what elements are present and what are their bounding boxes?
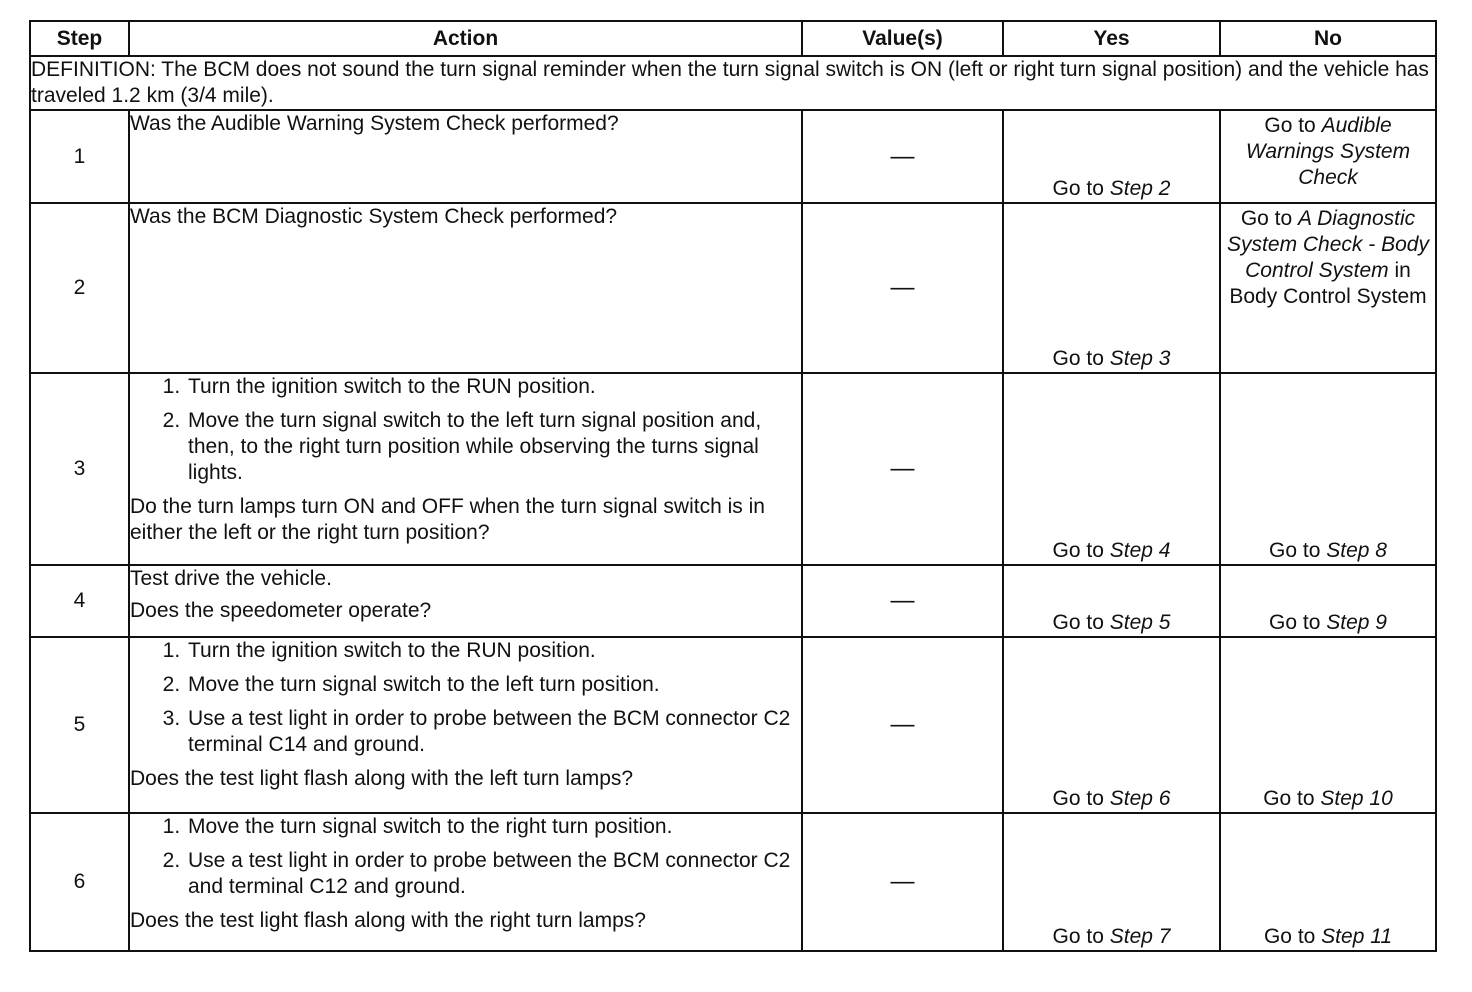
action-intro: Test drive the vehicle. <box>130 567 332 590</box>
value-cell: — <box>802 565 1003 637</box>
yes-link[interactable]: Step 7 <box>1109 925 1171 948</box>
no-link[interactable]: Audible Warnings System Check <box>1245 114 1411 189</box>
value-cell: — <box>802 373 1003 565</box>
yes-prefix: Go to <box>1052 611 1110 634</box>
diagnostic-table <box>29 20 1437 952</box>
no-cell <box>1220 203 1436 373</box>
table-row <box>30 203 1436 373</box>
no-prefix: Go to <box>1263 925 1322 948</box>
no-link[interactable]: Step 9 <box>1326 611 1387 634</box>
header-values: Value(s) <box>802 21 1003 56</box>
yes-cell <box>1003 110 1220 203</box>
header-yes: Yes <box>1003 21 1220 56</box>
step-number: 5 <box>30 637 129 813</box>
yes-link[interactable]: Step 5 <box>1109 611 1171 634</box>
action-cell <box>129 813 802 951</box>
action-cell <box>129 373 802 565</box>
yes-prefix: Go to <box>1052 177 1110 200</box>
yes-prefix: Go to <box>1052 347 1110 370</box>
no-link[interactable]: A Diagnostic System Check - Body Control System <box>1227 207 1429 282</box>
yes-link[interactable]: Step 3 <box>1109 347 1171 370</box>
action-steps <box>130 814 801 900</box>
action-steps <box>130 638 801 758</box>
action-step: 2. Move the turn signal switch to the left turn position. <box>186 672 801 698</box>
no-prefix: Go to <box>1263 787 1321 810</box>
yes-cell <box>1003 373 1220 565</box>
action-question: Does the test light flash along with the right turn lamps? <box>130 909 646 932</box>
table-row <box>30 373 1436 565</box>
yes-link[interactable]: Step 4 <box>1109 539 1171 562</box>
yes-prefix: Go to <box>1052 539 1110 562</box>
no-prefix: Go to <box>1264 114 1322 137</box>
no-prefix: Go to <box>1240 207 1299 230</box>
action-question: Do the turn lamps turn ON and OFF when the turn signal switch is in either the left or the right turn position? <box>130 495 765 544</box>
action-question: Does the speedometer operate? <box>130 599 432 622</box>
definition-row <box>30 56 1436 110</box>
no-suffix: in Body Control System <box>1229 259 1427 308</box>
header-no: No <box>1220 21 1436 56</box>
action-step: 1. Turn the ignition switch to the RUN position. <box>186 374 801 400</box>
step-number: 1 <box>30 110 129 203</box>
definition-text: DEFINITION: The BCM does not sound the turn signal reminder when the turn signal switch is ON (left or right turn signal position) and the vehicle has traveled 1.2 km (3/4 mile). <box>30 56 1436 110</box>
yes-cell <box>1003 637 1220 813</box>
no-cell <box>1220 813 1436 951</box>
action-question: Was the Audible Warning System Check performed? <box>130 112 619 135</box>
table-row <box>30 637 1436 813</box>
table-row <box>30 813 1436 951</box>
step-number: 2 <box>30 203 129 373</box>
action-cell <box>129 203 802 373</box>
table-row <box>30 110 1436 203</box>
action-step: 3. Use a test light in order to probe between the BCM connector C2 terminal C14 and ground. <box>186 706 801 758</box>
value-cell: — <box>802 203 1003 373</box>
no-cell <box>1220 565 1436 637</box>
action-step: 1. Move the turn signal switch to the right turn position. <box>186 814 801 840</box>
no-prefix: Go to <box>1269 539 1327 562</box>
action-step: 1. Turn the ignition switch to the RUN position. <box>186 638 801 664</box>
yes-cell <box>1003 203 1220 373</box>
action-cell <box>129 565 802 637</box>
value-cell: — <box>802 637 1003 813</box>
header-row <box>30 21 1436 56</box>
action-steps <box>130 374 801 486</box>
yes-cell <box>1003 565 1220 637</box>
yes-link[interactable]: Step 6 <box>1109 787 1171 810</box>
step-number: 3 <box>30 373 129 565</box>
no-link[interactable]: Step 11 <box>1321 925 1393 948</box>
action-question: Was the BCM Diagnostic System Check performed? <box>130 205 618 228</box>
no-cell <box>1220 373 1436 565</box>
no-cell <box>1220 110 1436 203</box>
step-number: 6 <box>30 813 129 951</box>
value-cell: — <box>802 110 1003 203</box>
yes-cell <box>1003 813 1220 951</box>
no-prefix: Go to <box>1269 611 1327 634</box>
action-question: Does the test light flash along with the left turn lamps? <box>130 767 634 790</box>
yes-prefix: Go to <box>1052 787 1110 810</box>
no-link[interactable]: Step 8 <box>1326 539 1387 562</box>
action-cell <box>129 637 802 813</box>
action-cell <box>129 110 802 203</box>
action-step: 2. Use a test light in order to probe between the BCM connector C2 and terminal C12 and ground. <box>186 848 801 900</box>
yes-prefix: Go to <box>1052 925 1110 948</box>
action-step: 2. Move the turn signal switch to the left turn signal position and, then, to the right turn position while observing the turns signal lights. <box>186 408 801 486</box>
yes-link[interactable]: Step 2 <box>1109 177 1171 200</box>
header-step: Step <box>30 21 129 56</box>
step-number: 4 <box>30 565 129 637</box>
no-link[interactable]: Step 10 <box>1320 787 1393 810</box>
no-cell <box>1220 637 1436 813</box>
table-row <box>30 565 1436 637</box>
header-action: Action <box>129 21 802 56</box>
value-cell: — <box>802 813 1003 951</box>
